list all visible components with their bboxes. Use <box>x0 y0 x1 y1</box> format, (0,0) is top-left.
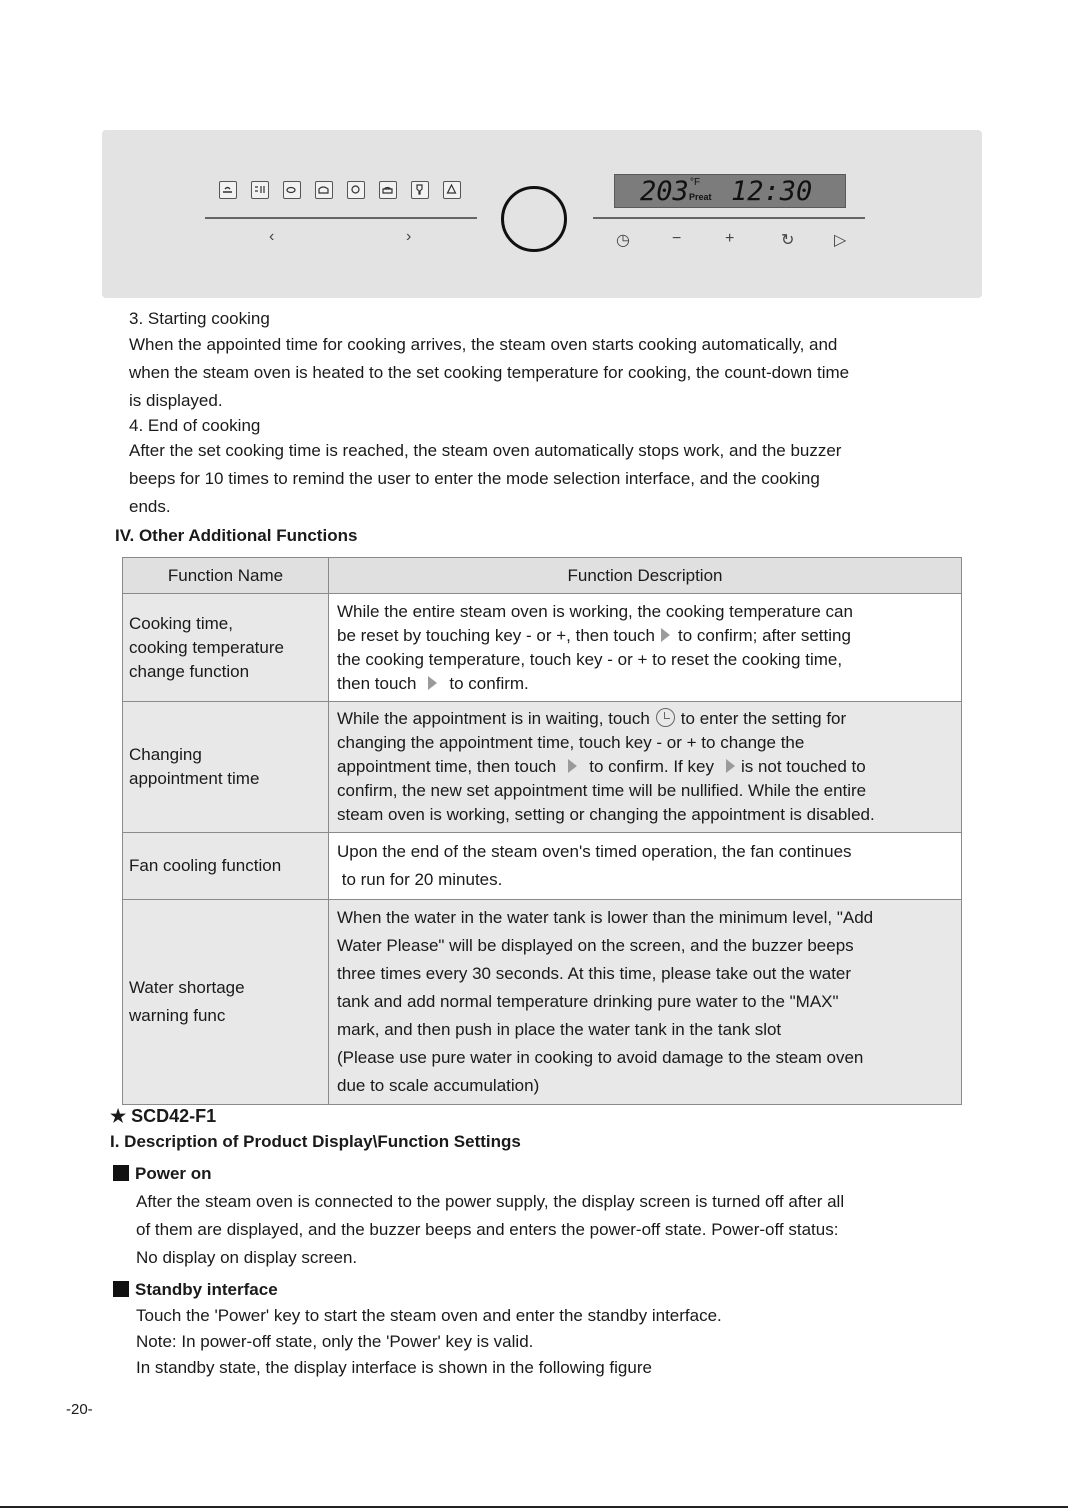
table-row <box>123 833 962 900</box>
description-heading: I. Description of Product Display\Function Settings <box>110 1132 521 1151</box>
grill-icon <box>219 181 237 199</box>
lcd-time: 12:30 <box>731 176 813 207</box>
table-row <box>123 702 962 833</box>
table-row <box>123 594 962 702</box>
page-number: -20- <box>66 1401 93 1418</box>
lcd-status: Preat <box>689 192 712 202</box>
control-panel-illustration <box>102 130 982 298</box>
confirm-triangle-icon <box>568 759 577 773</box>
square-bullet-icon <box>113 1165 129 1181</box>
heading-end-of-cooking: 4. End of cooking <box>129 416 261 435</box>
function-description: When the water in the water tank is lower than the minimum level, "Add Water Please" will be displayed on the screen, and the buzzer beeps three times every 30 seconds. At this time, please take out the water tank and add normal temperature drinking pure water to the "MAX" mark, and then push in place the water tank in the tank slot (Please use pure water in cooking to avoid damage to the steam oven due to scale accumulation) <box>329 900 962 1105</box>
start-icon[interactable]: ▷ <box>834 232 847 249</box>
minus-button[interactable]: − <box>672 230 682 247</box>
starting-line-2: when the steam oven is heated to the set cooking temperature for cooking, the count-down time <box>129 363 850 382</box>
column-header-name: Function Name <box>123 558 329 594</box>
confirm-triangle-icon <box>428 676 437 690</box>
nav-right-button[interactable]: › <box>406 228 412 245</box>
clock-icon <box>656 708 675 727</box>
function-name: Fan cooling function <box>123 833 329 900</box>
function-name: Cooking time, cooking temperature change function <box>123 594 329 702</box>
standby-line-1: Touch the 'Power' key to start the steam oven and enter the standby interface. <box>136 1306 722 1325</box>
column-header-description: Function Description <box>329 558 962 594</box>
lcd-unit: °F <box>690 177 701 188</box>
clock-icon[interactable]: ◷ <box>616 232 630 249</box>
bottom-border <box>0 1506 1068 1508</box>
end-line-2: beeps for 10 times to remind the user to enter the mode selection interface, and the cooking <box>129 469 820 488</box>
confirm-triangle-icon <box>726 759 735 773</box>
fish-icon <box>283 181 301 199</box>
defrost-icon <box>347 181 365 199</box>
power-on-line-3: No display on display screen. <box>136 1248 358 1267</box>
fermentation-icon <box>411 181 429 199</box>
cake-icon <box>379 181 397 199</box>
power-on-heading: Power on <box>113 1164 212 1184</box>
square-bullet-icon <box>113 1281 129 1297</box>
function-name: Changing appointment time <box>123 702 329 833</box>
power-on-line-1: After the steam oven is connected to the power supply, the display screen is turned off after all <box>136 1192 845 1211</box>
standby-heading: Standby interface <box>113 1280 278 1300</box>
confirm-triangle-icon <box>661 628 670 642</box>
clean-icon <box>443 181 461 199</box>
left-divider <box>205 217 477 219</box>
power-on-line-2: of them are displayed, and the buzzer beeps and enters the power-off state. Power-off status: <box>136 1220 839 1239</box>
other-functions-heading: IV. Other Additional Functions <box>115 526 358 545</box>
standby-line-3: In standby state, the display interface is shown in the following figure <box>136 1358 652 1377</box>
steam-icon <box>251 181 269 199</box>
lcd-display <box>614 174 846 208</box>
return-icon[interactable]: ↻ <box>781 232 795 249</box>
lcd-temperature: 203 <box>640 176 689 207</box>
right-divider <box>593 217 865 219</box>
function-name: Water shortage warning func <box>123 900 329 1105</box>
starting-line-1: When the appointed time for cooking arrives, the steam oven starts cooking automatically, and <box>129 335 838 354</box>
end-line-1: After the set cooking time is reached, the steam oven automatically stops work, and the buzzer <box>129 441 842 460</box>
end-line-3: ends. <box>129 497 171 516</box>
model-heading: ★ SCD42-F1 <box>110 1106 217 1126</box>
function-description: While the appointment is in waiting, touch to enter the setting for changing the appointment time, touch key - or + to change the appointment time, then touch to confirm. If key is not touched to confirm, the new set appointment time will be nullified. While the entire steam oven is working, setting or changing the appointment is disabled. <box>329 702 962 833</box>
control-knob[interactable] <box>501 186 567 252</box>
function-description: While the entire steam oven is working, the cooking temperature can be reset by touching key - or +, then touch to confirm; after setting the cooking temperature, touch key - or + to reset the cooking time, then touch to confirm. <box>329 594 962 702</box>
standby-line-2: Note: In power-off state, only the 'Power' key is valid. <box>136 1332 534 1351</box>
function-description: Upon the end of the steam oven's timed operation, the fan continues to run for 20 minutes. <box>329 833 962 900</box>
bread-icon <box>315 181 333 199</box>
table-row <box>123 900 962 1105</box>
starting-line-3: is displayed. <box>129 391 223 410</box>
plus-button[interactable]: + <box>725 230 735 247</box>
heading-starting-cooking: 3. Starting cooking <box>129 309 270 328</box>
nav-left-button[interactable]: ‹ <box>269 228 275 245</box>
additional-functions-table <box>122 557 962 1105</box>
